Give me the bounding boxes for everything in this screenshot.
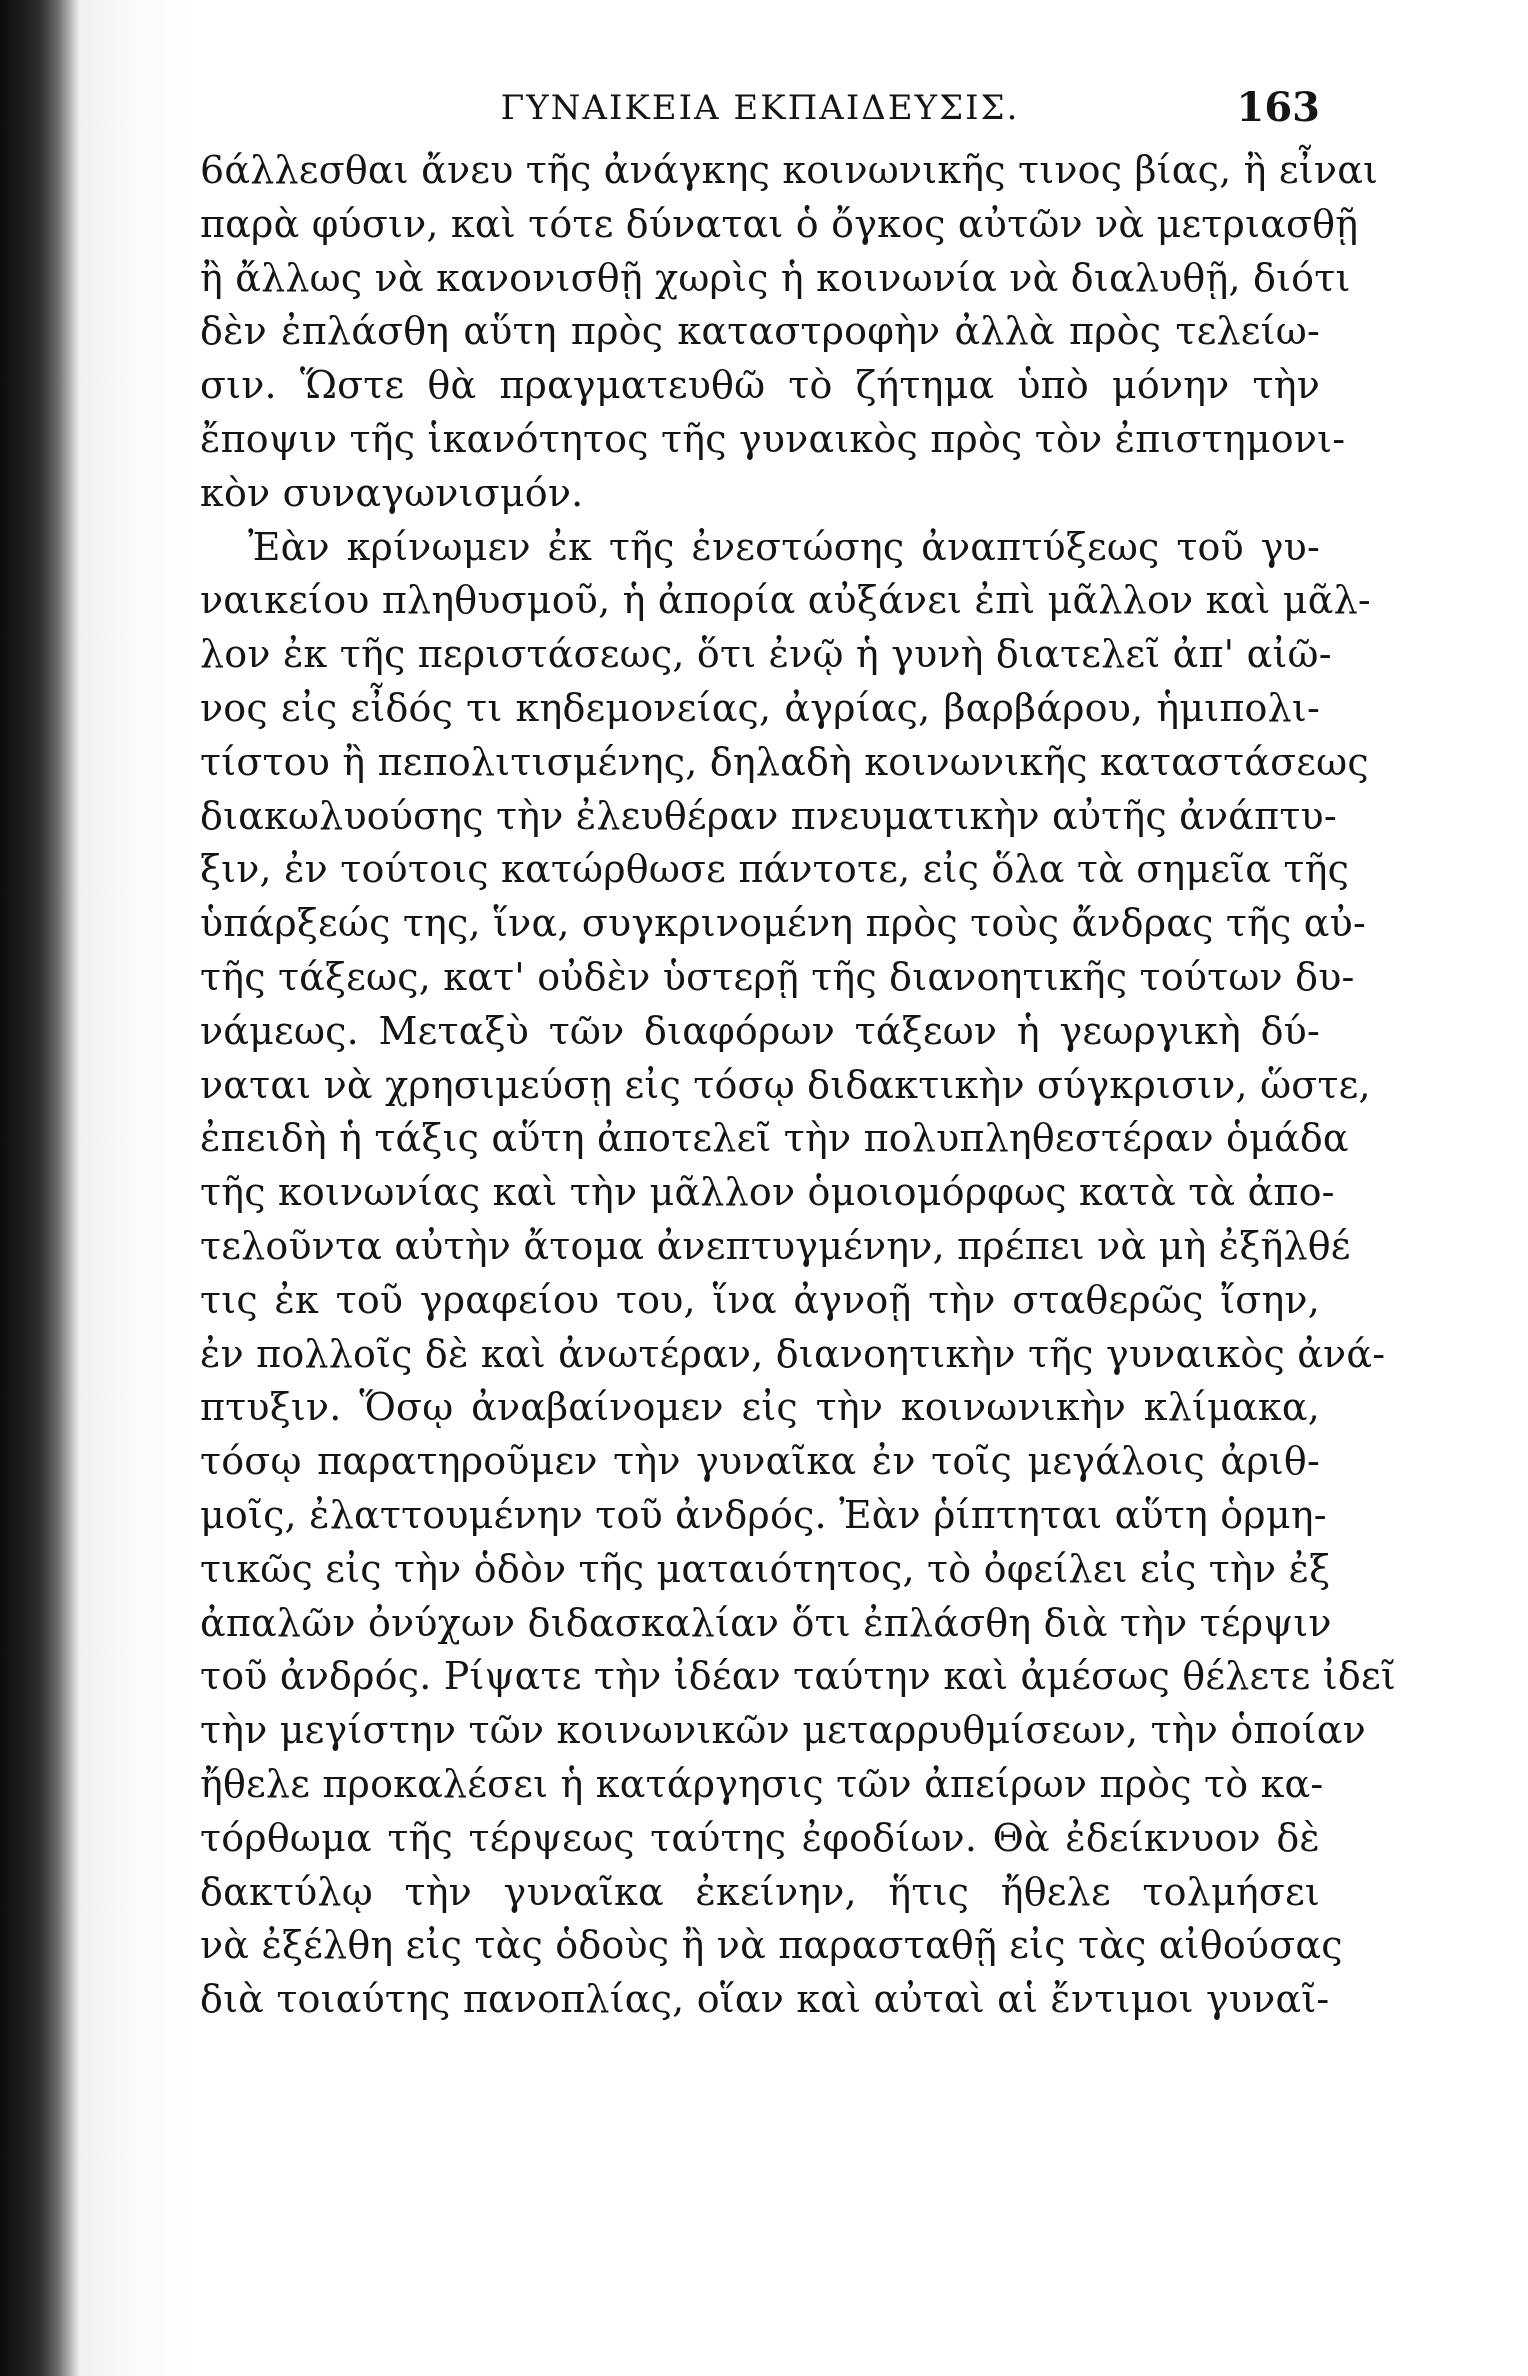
page-number: 163 [1236,84,1320,131]
text-line: τικῶς εἰς τὴν ὁδὸν τῆς ματαιότητος, τὸ ὀφείλει εἰς τὴν ἐξ [200,1546,1331,1591]
text-line: παρὰ φύσιν, καὶ τότε δύναται ὁ ὄγκος αὐτῶν νὰ μετριασθῇ [200,201,1359,246]
text-line: ἔποψιν τῆς ἱκανότητος τῆς γυναικὸς πρὸς τὸν ἐπιστημονι- [200,416,1346,461]
text-line: ξιν, ἐν τούτοις κατώρθωσε πάντοτε, εἰς ὅλα τὰ σημεῖα τῆς [200,847,1350,892]
text-line: ἐπειδὴ ἡ τάξις αὕτη ἀποτελεῖ τὴν πολυπληθεστέραν ὁμάδα [200,1116,1349,1161]
text-line: ἢ ἄλλως νὰ κανονισθῇ χωρὶς ἡ κοινωνία νὰ διαλυθῇ, διότι [200,255,1351,300]
paragraph-2 [200,521,1396,2027]
book-binding-shadow [0,0,80,2376]
text-line: δακτύλῳ τὴν γυναῖκα ἐκείνην, ἥτις ἤθελε τολμήσει [200,1869,1320,1914]
paragraph-1 [200,144,1379,521]
text-line: δὲν ἐπλάσθη αὕτη πρὸς καταστροφὴν ἀλλὰ πρὸς τελείω- [200,309,1320,354]
text-line: τις ἐκ τοῦ γραφείου του, ἵνα ἀγνοῇ τὴν σταθερῶς ἴσην, [200,1277,1320,1322]
text-line: τελοῦντα αὐτὴν ἄτομα ἀνεπτυγμένην, πρέπει νὰ μὴ ἐξῆλθέ [200,1223,1351,1268]
text-line: μοῖς, ἐλαττουμένην τοῦ ἀνδρός. Ἐὰν ῥίπτηται αὕτη ὁρμη- [200,1492,1327,1537]
running-head [200,70,1320,144]
text-line: τοῦ ἀνδρός. Ρίψατε τὴν ἰδέαν ταύτην καὶ ἀμέσως θέλετε ἰδεῖ [200,1654,1396,1699]
book-page [200,70,1396,2027]
text-line: τὴν μεγίστην τῶν κοινωνικῶν μεταρρυθμίσεων, τὴν ὁποίαν [200,1708,1366,1753]
text-line: ἤθελε προκαλέσει ἡ κατάργησις τῶν ἀπείρων πρὸς τὸ κα- [200,1761,1324,1806]
text-line: ἀπαλῶν ὀνύχων διδασκαλίαν ὅτι ἐπλάσθη διὰ τὴν τέρψιν [200,1600,1332,1645]
text-line: τῆς κοινωνίας καὶ τὴν μᾶλλον ὁμοιομόρφως κατὰ τὰ ἀπο- [200,1170,1335,1215]
text-line: νὰ ἐξέλθη εἰς τὰς ὁδοὺς ἢ νὰ παρασταθῇ εἰς τὰς αἰθούσας [200,1923,1343,1968]
text-line: νος εἰς εἶδός τι κηδεμονείας, ἀγρίας, βαρβάρου, ἡμιπολι- [200,685,1320,730]
running-title: ΓΥΝΑΙΚΕΙΑ ΕΚΠΑΙΔΕΥΣΙΣ. [500,88,1020,128]
text-line: λον ἐκ τῆς περιστάσεως, ὅτι ἐνῷ ἡ γυνὴ διατελεῖ ἀπ' αἰῶ- [200,632,1332,677]
text-line: νάμεως. Μεταξὺ τῶν διαφόρων τάξεων ἡ γεωργικὴ δύ- [200,1008,1320,1053]
text-line: 6άλλεσθαι ἄνευ τῆς ἀνάγκης κοινωνικῆς τινος βίας, ἢ εἶναι [200,148,1379,192]
text-line: τῆς τάξεως, κατ' οὐδὲν ὑστερῇ τῆς διανοητικῆς τούτων δυ- [200,954,1355,999]
text-line: τόρθωμα τῆς τέρψεως ταύτης ἐφοδίων. Θὰ ἐδείκνυον δὲ [200,1815,1320,1860]
text-line: τόσῳ παρατηροῦμεν τὴν γυναῖκα ἐν τοῖς μεγάλοις ἀριθ- [200,1439,1320,1484]
text-line: πτυξιν. Ὅσῳ ἀναβαίνομεν εἰς τὴν κοινωνικὴν κλίμακα, [200,1385,1320,1430]
text-line: ἐν πολλοῖς δὲ καὶ ἀνωτέραν, διανοητικὴν τῆς γυναικὸς ἀνά- [200,1331,1386,1376]
body-text [200,144,1396,2027]
text-line: κὸν συναγωνισμόν. [200,470,584,515]
text-line: τίστου ἢ πεπολιτισμένης, δηλαδὴ κοινωνικῆς καταστάσεως [200,739,1369,784]
text-line: ναται νὰ χρησιμεύσῃ εἰς τόσῳ διδακτικὴν σύγκρισιν, ὥστε, [200,1062,1371,1107]
text-line: ναικείου πληθυσμοῦ, ἡ ἀπορία αὐξάνει ἐπὶ μᾶλλον καὶ μᾶλ- [200,578,1371,623]
text-line: διὰ τοιαύτης πανοπλίας, οἵαν καὶ αὐταὶ αἱ ἔντιμοι γυναῖ- [200,1977,1330,2022]
text-line: σιν. Ὥστε θὰ πραγματευθῶ τὸ ζήτημα ὑπὸ μόνην τὴν [200,363,1320,408]
text-line: Ἐὰν κρίνωμεν ἐκ τῆς ἐνεστώσης ἀναπτύξεως τοῦ γυ- [248,524,1320,569]
text-line: διακωλυούσης τὴν ἐλευθέραν πνευματικὴν αὐτῆς ἀνάπτυ- [200,793,1337,838]
text-line: ὑπάρξεώς της, ἵνα, συγκρινομένη πρὸς τοὺς ἄνδρας τῆς αὐ- [200,901,1367,946]
